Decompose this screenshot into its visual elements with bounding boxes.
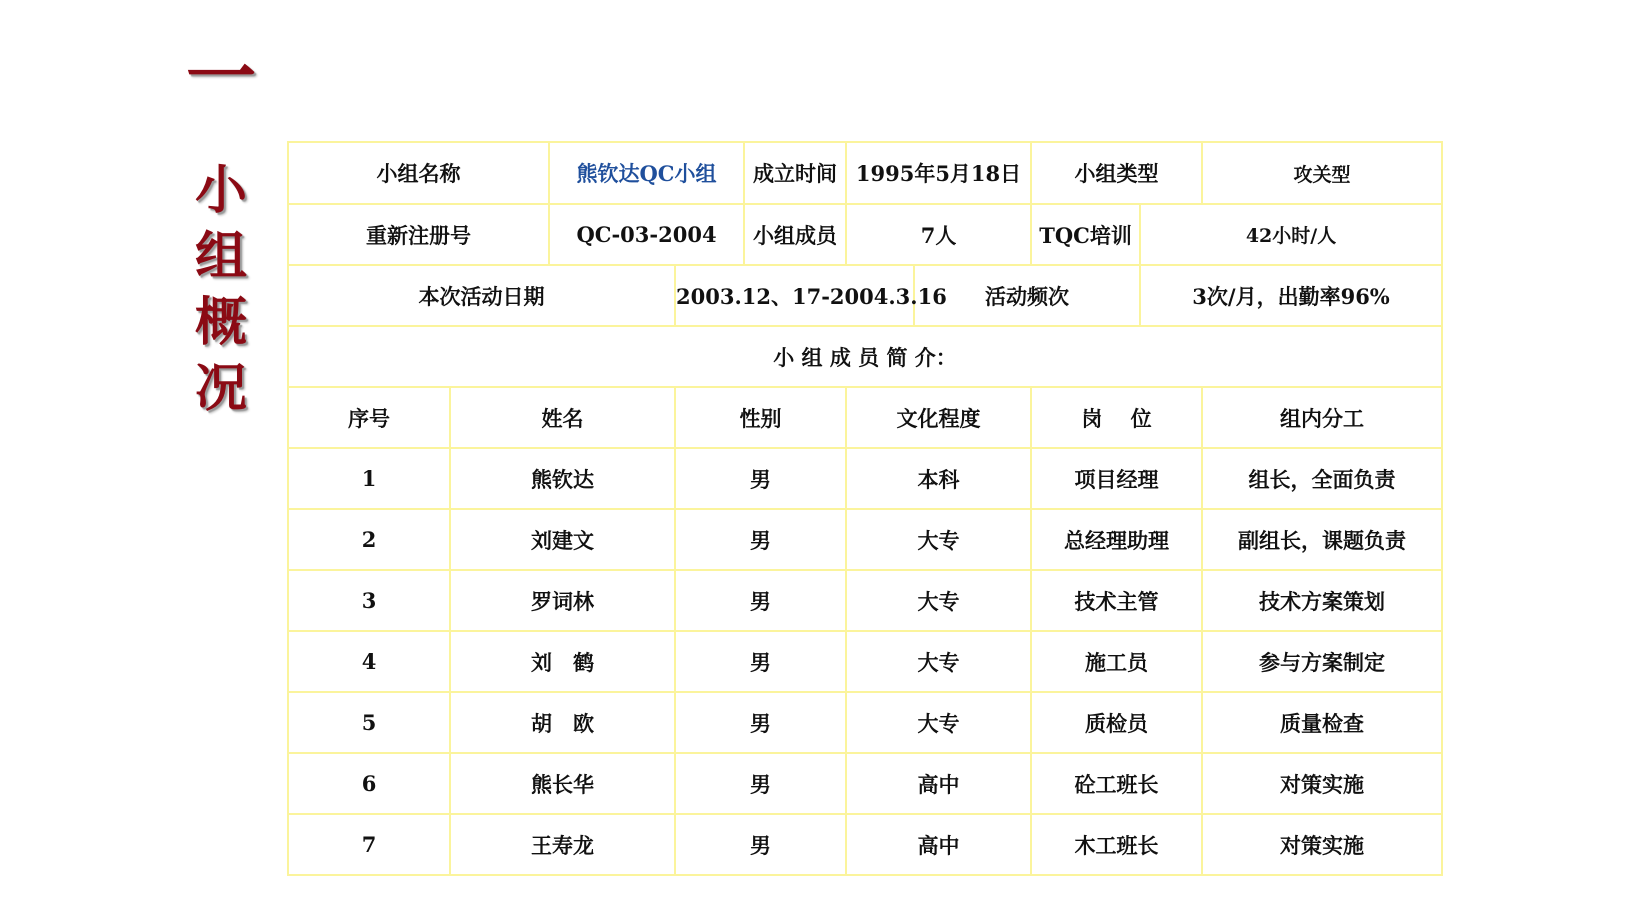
- member-role: 参与方案制定: [1202, 631, 1442, 692]
- group-type-value: 攻关型: [1202, 142, 1442, 204]
- founded-label: 成立时间: [744, 142, 846, 204]
- table-row: [288, 631, 1442, 692]
- table-row: [288, 509, 1442, 570]
- member-index: 3: [288, 570, 450, 631]
- member-gender: 男: [675, 509, 846, 570]
- member-index: 4: [288, 631, 450, 692]
- table-row: [288, 692, 1442, 753]
- member-position: 总经理助理: [1031, 509, 1202, 570]
- group-overview-table: [287, 141, 1443, 876]
- member-education: 大专: [846, 692, 1031, 753]
- member-gender: 男: [675, 753, 846, 814]
- section-title-char: 组: [194, 226, 247, 287]
- info-row-1: [288, 142, 1442, 204]
- member-name: 熊长华: [450, 753, 675, 814]
- member-name: 刘建文: [450, 509, 675, 570]
- column-header: 性别: [675, 387, 846, 448]
- member-education: 高中: [846, 753, 1031, 814]
- member-position: 技术主管: [1031, 570, 1202, 631]
- member-education: 大专: [846, 631, 1031, 692]
- activity-date-value: 2003.12、17-2004.3.16: [675, 265, 914, 326]
- founded-value: 1995年5月18日: [846, 142, 1031, 204]
- section-number: 一: [186, 35, 256, 118]
- table-row: [288, 448, 1442, 509]
- members-intro-row: [288, 326, 1442, 387]
- table-row: [288, 753, 1442, 814]
- section-title-char: 概: [194, 292, 247, 353]
- member-index: 1: [288, 448, 450, 509]
- member-education: 高中: [846, 814, 1031, 875]
- group-name-label: 小组名称: [288, 142, 549, 204]
- member-gender: 男: [675, 448, 846, 509]
- member-position: 木工班长: [1031, 814, 1202, 875]
- column-header: 文化程度: [846, 387, 1031, 448]
- member-position: 砼工班长: [1031, 753, 1202, 814]
- tqc-value: 42小时/人: [1140, 204, 1442, 265]
- member-role: 对策实施: [1202, 814, 1442, 875]
- member-role: 对策实施: [1202, 753, 1442, 814]
- member-position: 质检员: [1031, 692, 1202, 753]
- member-index: 2: [288, 509, 450, 570]
- member-education: 大专: [846, 509, 1031, 570]
- member-index: 7: [288, 814, 450, 875]
- member-index: 5: [288, 692, 450, 753]
- members-value: 7人: [846, 204, 1031, 265]
- column-header: 序号: [288, 387, 450, 448]
- reg-no-value: QC-03-2004: [549, 204, 744, 265]
- member-name: 刘 鹤: [450, 631, 675, 692]
- group-type-label: 小组类型: [1031, 142, 1202, 204]
- member-role: 组长，全面负责: [1202, 448, 1442, 509]
- member-education: 大专: [846, 570, 1031, 631]
- member-position: 项目经理: [1031, 448, 1202, 509]
- table-row: [288, 814, 1442, 875]
- member-gender: 男: [675, 570, 846, 631]
- member-name: 罗词林: [450, 570, 675, 631]
- reg-no-label: 重新注册号: [288, 204, 549, 265]
- info-row-2: [288, 204, 1442, 265]
- section-title: [186, 35, 256, 422]
- table-row: [288, 570, 1442, 631]
- activity-date-label: 本次活动日期: [288, 265, 675, 326]
- member-role: 副组长，课题负责: [1202, 509, 1442, 570]
- member-education: 本科: [846, 448, 1031, 509]
- member-gender: 男: [675, 692, 846, 753]
- frequency-label: 活动频次: [914, 265, 1140, 326]
- member-gender: 男: [675, 814, 846, 875]
- column-header: 组内分工: [1202, 387, 1442, 448]
- column-header: 岗 位: [1031, 387, 1202, 448]
- member-name: 王寿龙: [450, 814, 675, 875]
- member-position: 施工员: [1031, 631, 1202, 692]
- section-title-char: 小: [194, 160, 247, 221]
- member-role: 质量检查: [1202, 692, 1442, 753]
- members-intro: 小 组 成 员 简 介：: [288, 326, 1442, 387]
- member-index: 6: [288, 753, 450, 814]
- group-name-value: 熊钦达QC小组: [549, 142, 744, 204]
- member-role: 技术方案策划: [1202, 570, 1442, 631]
- column-header: 姓名: [450, 387, 675, 448]
- member-name: 熊钦达: [450, 448, 675, 509]
- section-title-char: 况: [194, 358, 247, 419]
- info-row-3: [288, 265, 1442, 326]
- frequency-value: 3次/月，出勤率96%: [1140, 265, 1442, 326]
- table-header-row: [288, 387, 1442, 448]
- tqc-label: TQC培训: [1031, 204, 1140, 265]
- members-label: 小组成员: [744, 204, 846, 265]
- member-gender: 男: [675, 631, 846, 692]
- member-name: 胡 欧: [450, 692, 675, 753]
